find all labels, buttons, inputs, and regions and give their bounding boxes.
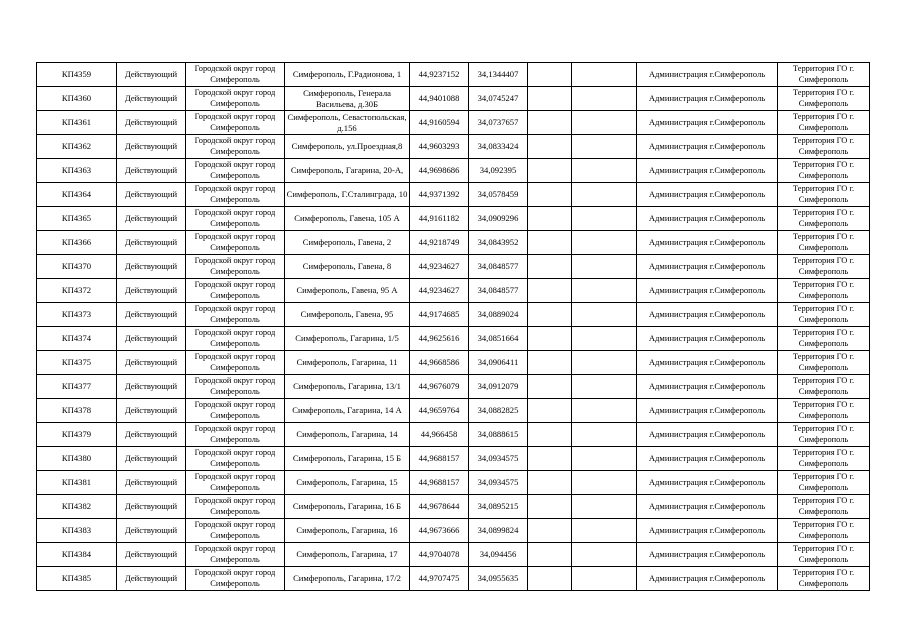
cell-district: Городской округ город Симферополь	[186, 423, 285, 447]
cell-status: Действующий	[117, 567, 186, 591]
cell-territory: Территория ГО г. Симферополь	[778, 111, 870, 135]
cell-territory: Территория ГО г. Симферополь	[778, 423, 870, 447]
cell-address: Симферополь, ул.Проездная,8	[285, 135, 410, 159]
cell-address: Симферополь, Гагарина, 1/5	[285, 327, 410, 351]
cell-empty-2	[572, 447, 637, 471]
cell-empty-1	[528, 255, 572, 279]
cell-territory: Территория ГО г. Симферополь	[778, 87, 870, 111]
cell-code: КП4366	[37, 231, 117, 255]
table-row	[37, 159, 870, 183]
cell-owner: Администрация г.Симферополь	[637, 63, 778, 87]
cell-empty-2	[572, 327, 637, 351]
cell-code: КП4361	[37, 111, 117, 135]
cell-status: Действующий	[117, 183, 186, 207]
cell-address: Симферополь, Гагарина, 13/1	[285, 375, 410, 399]
cell-owner: Администрация г.Симферополь	[637, 447, 778, 471]
table-row	[37, 183, 870, 207]
cell-district: Городской округ город Симферополь	[186, 447, 285, 471]
cell-territory: Территория ГО г. Симферополь	[778, 159, 870, 183]
cell-territory: Территория ГО г. Симферополь	[778, 183, 870, 207]
cell-latitude: 44,9160594	[410, 111, 469, 135]
cell-empty-1	[528, 495, 572, 519]
cell-district: Городской округ город Симферополь	[186, 159, 285, 183]
cell-empty-1	[528, 87, 572, 111]
cell-empty-1	[528, 399, 572, 423]
cell-latitude: 44,9659764	[410, 399, 469, 423]
cell-latitude: 44,9625616	[410, 327, 469, 351]
cell-address: Симферополь, Гавена, 8	[285, 255, 410, 279]
cell-owner: Администрация г.Симферополь	[637, 231, 778, 255]
table-row	[37, 447, 870, 471]
cell-empty-2	[572, 159, 637, 183]
cell-address: Симферополь, Гагарина, 17/2	[285, 567, 410, 591]
cell-territory: Территория ГО г. Симферополь	[778, 375, 870, 399]
cell-status: Действующий	[117, 231, 186, 255]
cell-latitude: 44,9673666	[410, 519, 469, 543]
cell-longitude: 34,0848577	[469, 279, 528, 303]
cell-address: Симферополь, Гагарина, 16	[285, 519, 410, 543]
cell-empty-2	[572, 111, 637, 135]
table-row	[37, 495, 870, 519]
cell-longitude: 34,0912079	[469, 375, 528, 399]
cell-latitude: 44,9234627	[410, 279, 469, 303]
cell-empty-2	[572, 87, 637, 111]
cell-code: КП4375	[37, 351, 117, 375]
cell-territory: Территория ГО г. Симферополь	[778, 231, 870, 255]
cell-empty-2	[572, 63, 637, 87]
cell-code: КП4363	[37, 159, 117, 183]
cell-owner: Администрация г.Симферополь	[637, 423, 778, 447]
cell-address: Симферополь, Гавена, 2	[285, 231, 410, 255]
cell-empty-2	[572, 351, 637, 375]
cell-district: Городской округ город Симферополь	[186, 351, 285, 375]
cell-code: КП4382	[37, 495, 117, 519]
table-row	[37, 327, 870, 351]
cell-longitude: 34,0888615	[469, 423, 528, 447]
cell-owner: Администрация г.Симферополь	[637, 279, 778, 303]
cell-status: Действующий	[117, 423, 186, 447]
cell-longitude: 34,0843952	[469, 231, 528, 255]
cell-latitude: 44,9676079	[410, 375, 469, 399]
cell-owner: Администрация г.Симферополь	[637, 471, 778, 495]
cell-territory: Территория ГО г. Симферополь	[778, 303, 870, 327]
cell-status: Действующий	[117, 135, 186, 159]
cell-status: Действующий	[117, 519, 186, 543]
cell-district: Городской округ город Симферополь	[186, 231, 285, 255]
cell-district: Городской округ город Симферополь	[186, 327, 285, 351]
cell-district: Городской округ город Симферополь	[186, 63, 285, 87]
cell-longitude: 34,0934575	[469, 447, 528, 471]
cell-district: Городской округ город Симферополь	[186, 495, 285, 519]
cell-status: Действующий	[117, 207, 186, 231]
cell-longitude: 34,0899824	[469, 519, 528, 543]
cell-longitude: 34,0851664	[469, 327, 528, 351]
table-row	[37, 519, 870, 543]
cell-district: Городской округ город Симферополь	[186, 375, 285, 399]
cell-empty-1	[528, 327, 572, 351]
cell-empty-2	[572, 183, 637, 207]
cell-longitude: 34,0955635	[469, 567, 528, 591]
table-row	[37, 207, 870, 231]
cell-empty-1	[528, 231, 572, 255]
cell-code: КП4365	[37, 207, 117, 231]
table-row	[37, 111, 870, 135]
cell-longitude: 34,1344407	[469, 63, 528, 87]
cell-longitude: 34,0737657	[469, 111, 528, 135]
cell-empty-2	[572, 567, 637, 591]
cell-longitude: 34,0889024	[469, 303, 528, 327]
cell-latitude: 44,9161182	[410, 207, 469, 231]
cell-owner: Администрация г.Симферополь	[637, 567, 778, 591]
cell-longitude: 34,092395	[469, 159, 528, 183]
cell-address: Симферополь, Гавена, 95	[285, 303, 410, 327]
cell-code: КП4378	[37, 399, 117, 423]
cell-code: КП4364	[37, 183, 117, 207]
cell-district: Городской округ город Симферополь	[186, 183, 285, 207]
cell-status: Действующий	[117, 303, 186, 327]
cell-status: Действующий	[117, 159, 186, 183]
cell-latitude: 44,9218749	[410, 231, 469, 255]
cell-address: Симферополь, Гагарина, 15 Б	[285, 447, 410, 471]
cell-latitude: 44,9371392	[410, 183, 469, 207]
cell-empty-1	[528, 543, 572, 567]
cell-latitude: 44,9698686	[410, 159, 469, 183]
cell-code: КП4381	[37, 471, 117, 495]
cell-owner: Администрация г.Симферополь	[637, 159, 778, 183]
cell-district: Городской округ город Симферополь	[186, 111, 285, 135]
cell-empty-2	[572, 495, 637, 519]
cell-territory: Территория ГО г. Симферополь	[778, 447, 870, 471]
cell-district: Городской округ город Симферополь	[186, 519, 285, 543]
cell-empty-1	[528, 471, 572, 495]
cell-territory: Территория ГО г. Симферополь	[778, 279, 870, 303]
cell-latitude: 44,9234627	[410, 255, 469, 279]
cell-status: Действующий	[117, 447, 186, 471]
cell-owner: Администрация г.Симферополь	[637, 399, 778, 423]
cell-district: Городской округ город Симферополь	[186, 399, 285, 423]
cell-latitude: 44,9678644	[410, 495, 469, 519]
cell-code: КП4359	[37, 63, 117, 87]
cell-code: КП4383	[37, 519, 117, 543]
cell-district: Городской округ город Симферополь	[186, 567, 285, 591]
cell-latitude: 44,9707475	[410, 567, 469, 591]
cell-latitude: 44,9668586	[410, 351, 469, 375]
cell-longitude: 34,0895215	[469, 495, 528, 519]
table-row	[37, 135, 870, 159]
cell-empty-2	[572, 471, 637, 495]
cell-code: КП4377	[37, 375, 117, 399]
cell-address: Симферополь, Г.Радионова, 1	[285, 63, 410, 87]
cell-empty-2	[572, 135, 637, 159]
cell-status: Действующий	[117, 255, 186, 279]
cell-longitude: 34,094456	[469, 543, 528, 567]
cell-owner: Администрация г.Симферополь	[637, 543, 778, 567]
cell-empty-1	[528, 303, 572, 327]
cell-code: КП4374	[37, 327, 117, 351]
cell-empty-1	[528, 279, 572, 303]
cell-empty-2	[572, 255, 637, 279]
table-row	[37, 351, 870, 375]
cell-district: Городской округ город Симферополь	[186, 87, 285, 111]
cell-address: Симферополь, Гавена, 95 А	[285, 279, 410, 303]
cell-empty-1	[528, 159, 572, 183]
cell-longitude: 34,0882825	[469, 399, 528, 423]
table-row	[37, 471, 870, 495]
cell-empty-2	[572, 375, 637, 399]
cell-code: КП4370	[37, 255, 117, 279]
cell-empty-1	[528, 447, 572, 471]
cell-latitude: 44,9704078	[410, 543, 469, 567]
cell-owner: Администрация г.Симферополь	[637, 495, 778, 519]
table-row	[37, 279, 870, 303]
cell-territory: Территория ГО г. Симферополь	[778, 351, 870, 375]
cell-longitude: 34,0578459	[469, 183, 528, 207]
table-row	[37, 543, 870, 567]
cell-empty-2	[572, 543, 637, 567]
cell-empty-1	[528, 111, 572, 135]
cell-code: КП4385	[37, 567, 117, 591]
cell-status: Действующий	[117, 111, 186, 135]
table-row	[37, 231, 870, 255]
cell-owner: Администрация г.Симферополь	[637, 351, 778, 375]
cell-code: КП4372	[37, 279, 117, 303]
table-row	[37, 87, 870, 111]
cell-territory: Территория ГО г. Симферополь	[778, 519, 870, 543]
cell-owner: Администрация г.Симферополь	[637, 327, 778, 351]
cell-territory: Территория ГО г. Симферополь	[778, 399, 870, 423]
cell-code: КП4373	[37, 303, 117, 327]
cell-address: Симферополь, Гагарина, 14	[285, 423, 410, 447]
cell-empty-1	[528, 519, 572, 543]
cell-owner: Администрация г.Симферополь	[637, 207, 778, 231]
table-row	[37, 63, 870, 87]
cell-address: Симферополь, Гагарина, 16 Б	[285, 495, 410, 519]
cell-territory: Территория ГО г. Симферополь	[778, 327, 870, 351]
cell-empty-2	[572, 399, 637, 423]
cell-longitude: 34,0934575	[469, 471, 528, 495]
cell-longitude: 34,0848577	[469, 255, 528, 279]
cell-owner: Администрация г.Симферополь	[637, 111, 778, 135]
cell-status: Действующий	[117, 495, 186, 519]
table-row	[37, 375, 870, 399]
cell-status: Действующий	[117, 399, 186, 423]
cell-address: Симферополь, Гагарина, 17	[285, 543, 410, 567]
cell-empty-1	[528, 183, 572, 207]
cell-empty-1	[528, 567, 572, 591]
cell-empty-2	[572, 279, 637, 303]
cell-empty-1	[528, 351, 572, 375]
cell-empty-2	[572, 207, 637, 231]
cell-status: Действующий	[117, 279, 186, 303]
table-body	[37, 63, 870, 591]
cell-address: Симферополь, Гавена, 105 А	[285, 207, 410, 231]
cell-status: Действующий	[117, 375, 186, 399]
cell-owner: Администрация г.Симферополь	[637, 375, 778, 399]
cell-latitude: 44,9688157	[410, 447, 469, 471]
table-row	[37, 399, 870, 423]
cell-district: Городской округ город Симферополь	[186, 255, 285, 279]
cell-status: Действующий	[117, 351, 186, 375]
cell-longitude: 34,0909296	[469, 207, 528, 231]
cell-district: Городской округ город Симферополь	[186, 207, 285, 231]
table-row	[37, 303, 870, 327]
cell-address: Симферополь, Гагарина, 15	[285, 471, 410, 495]
table-row	[37, 567, 870, 591]
cell-latitude: 44,9237152	[410, 63, 469, 87]
cell-owner: Администрация г.Симферополь	[637, 87, 778, 111]
cell-longitude: 34,0833424	[469, 135, 528, 159]
cell-latitude: 44,9688157	[410, 471, 469, 495]
cell-territory: Территория ГО г. Симферополь	[778, 255, 870, 279]
cell-district: Городской округ город Симферополь	[186, 543, 285, 567]
cell-empty-2	[572, 519, 637, 543]
cell-address: Симферополь, Гагарина, 14 А	[285, 399, 410, 423]
cell-latitude: 44,9603293	[410, 135, 469, 159]
cell-status: Действующий	[117, 543, 186, 567]
cell-status: Действующий	[117, 327, 186, 351]
cell-district: Городской округ город Симферополь	[186, 135, 285, 159]
cell-territory: Территория ГО г. Симферополь	[778, 207, 870, 231]
cell-code: КП4362	[37, 135, 117, 159]
cell-district: Городской округ город Симферополь	[186, 471, 285, 495]
cell-address: Симферополь, Гагарина, 11	[285, 351, 410, 375]
cell-longitude: 34,0745247	[469, 87, 528, 111]
cell-owner: Администрация г.Симферополь	[637, 519, 778, 543]
cell-empty-1	[528, 423, 572, 447]
cell-empty-1	[528, 375, 572, 399]
cell-empty-2	[572, 231, 637, 255]
cell-territory: Территория ГО г. Симферополь	[778, 135, 870, 159]
cell-district: Городской округ город Симферополь	[186, 303, 285, 327]
cell-latitude: 44,9174685	[410, 303, 469, 327]
cell-owner: Администрация г.Симферополь	[637, 255, 778, 279]
cell-status: Действующий	[117, 87, 186, 111]
cell-district: Городской округ город Симферополь	[186, 279, 285, 303]
table-row	[37, 255, 870, 279]
cell-latitude: 44,9401088	[410, 87, 469, 111]
cell-code: КП4380	[37, 447, 117, 471]
cell-territory: Территория ГО г. Симферополь	[778, 63, 870, 87]
cell-empty-1	[528, 207, 572, 231]
cell-longitude: 34,0906411	[469, 351, 528, 375]
cell-empty-2	[572, 303, 637, 327]
cell-code: КП4379	[37, 423, 117, 447]
cell-empty-1	[528, 135, 572, 159]
cell-code: КП4360	[37, 87, 117, 111]
container-sites-table	[36, 62, 870, 591]
cell-territory: Территория ГО г. Симферополь	[778, 543, 870, 567]
cell-latitude: 44,966458	[410, 423, 469, 447]
cell-territory: Территория ГО г. Симферополь	[778, 471, 870, 495]
cell-address: Симферополь, Генерала Васильева, д.30Б	[285, 87, 410, 111]
table-row	[37, 423, 870, 447]
cell-owner: Администрация г.Симферополь	[637, 183, 778, 207]
cell-status: Действующий	[117, 63, 186, 87]
cell-territory: Территория ГО г. Симферополь	[778, 495, 870, 519]
cell-empty-1	[528, 63, 572, 87]
cell-status: Действующий	[117, 471, 186, 495]
cell-territory: Территория ГО г. Симферополь	[778, 567, 870, 591]
cell-address: Симферополь, Севастопольская, д.156	[285, 111, 410, 135]
cell-address: Симферополь, Гагарина, 20-А,	[285, 159, 410, 183]
cell-owner: Администрация г.Симферополь	[637, 135, 778, 159]
cell-address: Симферополь, Г.Сталинграда, 10	[285, 183, 410, 207]
cell-code: КП4384	[37, 543, 117, 567]
cell-owner: Администрация г.Симферополь	[637, 303, 778, 327]
cell-empty-2	[572, 423, 637, 447]
